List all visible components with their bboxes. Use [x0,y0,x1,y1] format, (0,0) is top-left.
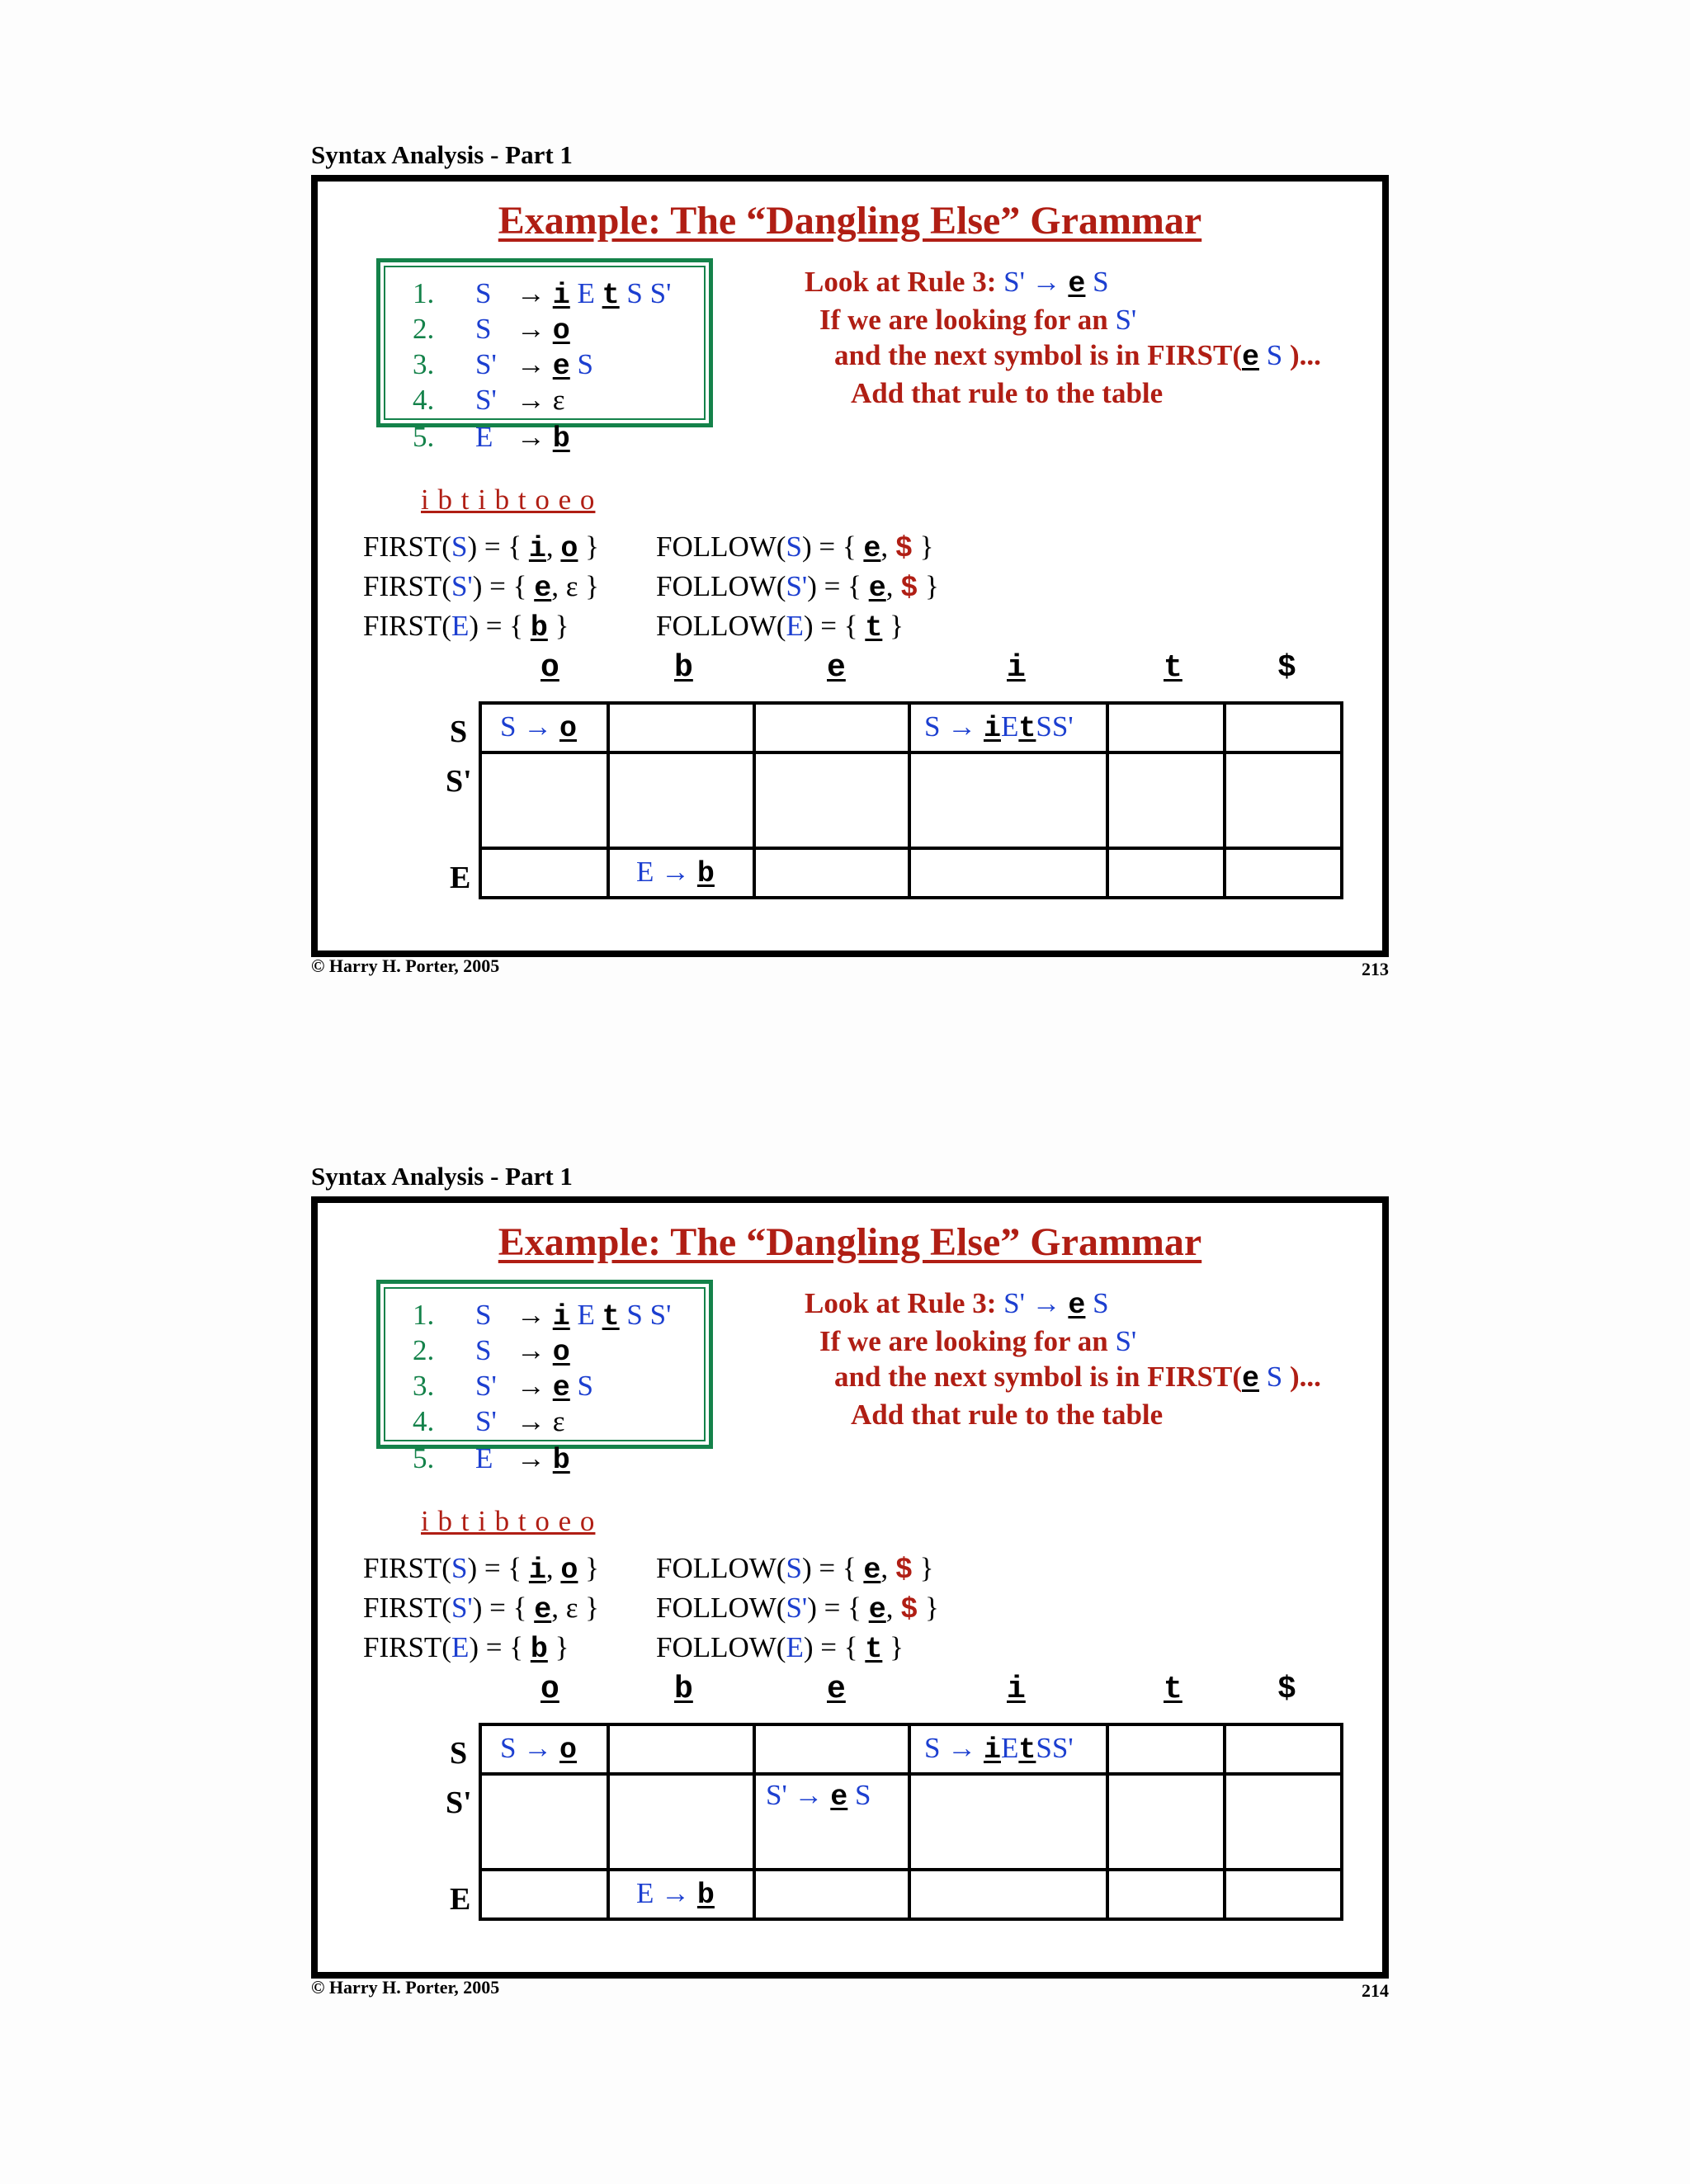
cell-Sp-e: S' → e S [754,1774,909,1870]
col-header-b: b [674,650,693,686]
parse-table [479,1723,1343,1921]
cell-E-dollar [1225,848,1342,898]
cell-E-i [909,848,1107,898]
cell-S-b [608,703,754,752]
cell-S-i: S → iEtSS' [909,703,1107,752]
cell-Sp-b [608,752,754,848]
row-label-Sprime: S' [446,1785,472,1820]
row-label-S: S [450,715,468,749]
cell-E-t [1107,1870,1225,1919]
cell-E-i [909,1870,1107,1919]
cell-Sp-o [480,752,608,848]
slide-frame: Example: The “Dangling Else” Grammar 1. S → i E t S S' 2. S → o 3. S' → e S 4. S' → ε 5. E → b Look at Rule 3: S' → e S If we are looking for an S' and the next symbol is in FIRST(e S )... Add that rule to the table i b t i b t o e o FIRST(S) = { i, o } FIRST(S') = { e, ε } FIRST(E) = { b } FOLLOW(S) = { e, $ } FOLLOW(S') = { e, $ } FOLLOW(E) = { t } o b e i t $ S S' E S → o S → iEtSS' S' → e S E → b [311,1196,1389,1979]
cell-Sp-o [480,1774,608,1870]
follow-sets: FOLLOW(S) = { e, $ } FOLLOW(S') = { e, $ } FOLLOW(E) = { t } [656,531,939,644]
running-header: Syntax Analysis - Part 1 [311,140,573,169]
cell-E-o [480,848,608,898]
cell-S-t [1107,1724,1225,1774]
rule3-explanation: Look at Rule 3: S' → e S If we are looking for an S' and the next symbol is in FIRST(e S )... Add that rule to the table [805,266,1321,409]
slide-page-213 [311,140,1389,979]
cell-Sp-b [608,1774,754,1870]
slide-title: Example: The “Dangling Else” Grammar [498,199,1202,243]
col-header-e: e [827,650,846,686]
col-header-o: o [541,1672,559,1707]
col-header-dollar: $ [1277,650,1296,686]
copyright-footer: © Harry H. Porter, 2005 [311,1977,500,1998]
parse-table [479,701,1343,899]
cell-S-e [754,1724,909,1774]
first-sets: FIRST(S) = { i, o } FIRST(S') = { e, ε } FIRST(E) = { b } [363,1552,599,1666]
col-header-o: o [541,650,559,686]
cell-E-e [754,1870,909,1919]
cell-Sp-t [1107,752,1225,848]
cell-E-dollar [1225,1870,1342,1919]
cell-Sp-dollar [1225,1774,1342,1870]
col-header-t: t [1164,650,1183,686]
cell-S-b [608,1724,754,1774]
cell-S-dollar [1225,1724,1342,1774]
cell-E-o [480,1870,608,1919]
cell-E-e [754,848,909,898]
col-header-t: t [1164,1672,1183,1707]
cell-S-t [1107,703,1225,752]
page-number: 214 [1362,1980,1389,2001]
follow-sets: FOLLOW(S) = { e, $ } FOLLOW(S') = { e, $ } FOLLOW(E) = { t } [656,1552,939,1666]
slide-page-214 [311,1162,1389,2001]
cell-S-e [754,703,909,752]
running-header: Syntax Analysis - Part 1 [311,1162,573,1191]
cell-S-dollar [1225,703,1342,752]
cell-Sp-i [909,752,1107,848]
row-label-E: E [450,1882,471,1917]
cell-Sp-dollar [1225,752,1342,848]
cell-Sp-i [909,1774,1107,1870]
slide-frame: Example: The “Dangling Else” Grammar 1. S → i E t S S' 2. S → o 3. S' → e S 4. S' → ε 5. E → b Look at Rule 3: S' → e S If we are looking for an S' and the next symbol is in FIRST(e S )... Add that rule to the table i b t i b t o e o FIRST(S) = { i, o } FIRST(S') = { e, ε } FIRST(E) = { b } FOLLOW(S) = { e, $ } FOLLOW(S') = { e, $ } FOLLOW(E) = { t } o b e i t $ S S' E S → o S → iEtSS' E → b [311,175,1389,957]
col-header-b: b [674,1672,693,1707]
input-string: i b t i b t o e o [421,483,596,516]
input-string: i b t i b t o e o [421,1505,596,1537]
cell-E-b: E → b [608,848,754,898]
rule3-explanation: Look at Rule 3: S' → e S If we are looking for an S' and the next symbol is in FIRST(e S )... Add that rule to the table [805,1287,1321,1431]
cell-S-o: S → o [480,1724,608,1774]
row-label-S: S [450,1736,468,1771]
cell-S-i: S → iEtSS' [909,1724,1107,1774]
copyright-footer: © Harry H. Porter, 2005 [311,955,500,976]
page-number: 213 [1362,959,1389,979]
cell-S-o: S → o [480,703,608,752]
first-sets: FIRST(S) = { i, o } FIRST(S') = { e, ε } FIRST(E) = { b } [363,531,599,644]
col-header-e: e [827,1672,846,1707]
row-label-E: E [450,861,471,895]
col-header-dollar: $ [1277,1672,1296,1707]
cell-Sp-e [754,752,909,848]
cell-E-b: E → b [608,1870,754,1919]
col-header-i: i [1007,1672,1026,1707]
col-header-i: i [1007,650,1026,686]
cell-Sp-t [1107,1774,1225,1870]
cell-E-t [1107,848,1225,898]
slide-title: Example: The “Dangling Else” Grammar [498,1220,1202,1264]
row-label-Sprime: S' [446,764,472,799]
